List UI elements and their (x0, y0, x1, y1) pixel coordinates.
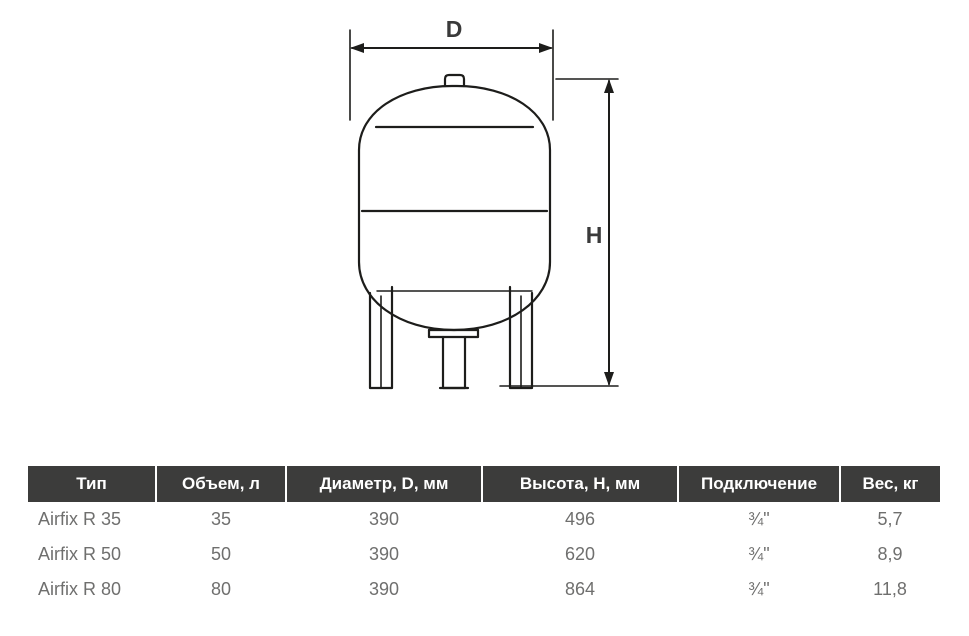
tank-top-valve (445, 75, 464, 86)
cell-connection: ¾" (748, 509, 770, 529)
cell-diameter: 390 (368, 579, 400, 599)
column-header-diameter: Диаметр, D, мм (286, 466, 482, 502)
tank-body (359, 86, 550, 330)
cell-volume: 35 (210, 509, 232, 529)
cell-weight: 5,7 (877, 509, 903, 529)
column-header-volume: Объем, л (156, 466, 286, 502)
tank-outlet-connection (429, 330, 478, 388)
table-row (28, 537, 940, 572)
cell-weight: 8,9 (877, 544, 903, 564)
cell-height: 620 (564, 544, 596, 564)
cell-connection: ¾" (748, 579, 770, 599)
cell-type: Airfix R 35 (38, 509, 122, 529)
cell-height: 864 (564, 579, 596, 599)
height-label: H (585, 222, 603, 248)
column-header-weight: Вес, кг (840, 466, 940, 502)
cell-height: 496 (564, 509, 596, 529)
specifications-table (28, 466, 940, 607)
cell-diameter: 390 (368, 544, 400, 564)
cell-connection: ¾" (748, 544, 770, 564)
cell-type: Airfix R 80 (38, 579, 122, 599)
column-header-height: Высота, H, мм (482, 466, 678, 502)
table-header-row (28, 466, 940, 502)
column-header-connection: Подключение (678, 466, 840, 502)
cell-weight: 11,8 (873, 579, 907, 599)
cell-type: Airfix R 50 (38, 544, 122, 564)
cell-volume: 50 (210, 544, 232, 564)
column-header-type: Тип (28, 466, 156, 502)
table-row (28, 572, 940, 607)
cell-volume: 80 (210, 579, 232, 599)
diameter-label: D (445, 16, 463, 42)
table-row (28, 502, 940, 537)
cell-diameter: 390 (368, 509, 400, 529)
